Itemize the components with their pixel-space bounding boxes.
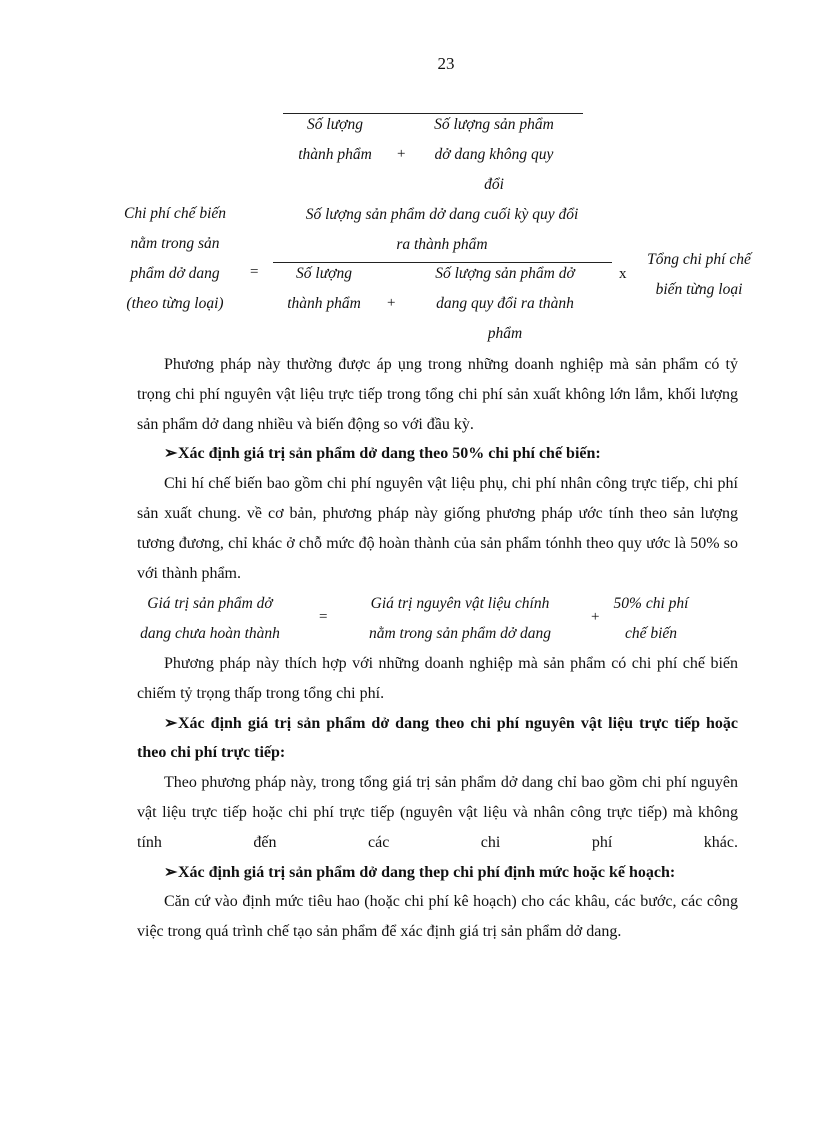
f2-plus-sign: + (591, 609, 600, 625)
paragraph: Phương pháp này thích hợp với những doanh nghiệp mà sản phẩm có chi phí chế biến chiếm tỷ trọng thấp trong tổng chi phí. (137, 655, 738, 702)
num-finished-qty: Số lượng thành phẩm (298, 116, 372, 163)
paragraph: Phương pháp này thường được áp ụng trong những doanh nghiệp mà sản phẩm có tỷ trọng chi phí nguyên vật liệu trực tiếp trong tổng chi phí sản xuất không lớn lắm, khối lượng sản phẩm dở dang nhiều và biến động so với đầu kỳ. (137, 356, 738, 433)
den-plus-sign: + (387, 295, 396, 311)
times-sign: x (619, 266, 627, 282)
body-section-1 (137, 350, 738, 588)
f2-half-processing-cost: 50% chi phí chế biến (613, 595, 689, 642)
paragraph: Chi hí chế biến bao gồm chi phí nguyên vật liệu phụ, chi phí nhân công trực tiếp, chi phí sản xuất chung. về cơ bản, phương pháp này giống phương pháp ước tính theo sản lượng tương đương, chỉ khác ở chỗ mức độ hoàn thành của sản phẩm tónhh theo quy ước là 50% so với thành phẩm. (137, 475, 738, 582)
f2-lhs-wip-value: Giá trị sản phẩm dở dang chưa hoàn thành (140, 595, 280, 642)
arrow-bullet-icon: ➢ (164, 714, 178, 732)
den-wip-converted: Số lượng sản phẩm dở dang quy đổi ra thành phẩm (435, 265, 575, 342)
arrow-bullet-icon: ➢ (164, 445, 178, 463)
mid-wip-converted: Số lượng sản phẩm dở dang cuối kỳ quy đổi ra thành phẩm (305, 206, 579, 253)
f2-equals-sign: = (319, 609, 328, 625)
paragraph: Theo phương pháp này, trong tổng giá trị sản phẩm dở dang chỉ bao gồm chi phí nguyên vật liệu trực tiếp hoặc chi phí trực tiếp (nguyên vật liệu và nhân công trực tiếp) mà không tính đến các chi phí khác. (137, 774, 738, 851)
equals-sign: = (250, 264, 259, 280)
page-number: 23 (437, 54, 455, 73)
section-heading: ➢Xác định giá trị sản phẩm dở dang thep chi phí định mức hoặc kế hoạch: (137, 858, 738, 888)
den-finished-qty: Số lượng thành phẩm (287, 265, 361, 312)
rhs-total-processing-cost: Tổng chi phí chế biến từng loại (647, 251, 751, 298)
body-section-2 (137, 649, 738, 947)
f2-main-material-value: Giá trị nguyên vật liệu chính nằm trong sản phẩm dở dang (368, 595, 552, 642)
num-wip-unconverted: Số lượng sản phẩm dở dang không quy đổi (434, 116, 554, 193)
paragraph: Căn cứ vào định mức tiêu hao (hoặc chi phí kê hoạch) cho các khâu, các bước, các công việc trong quá trình chế tạo sản phẩm để xác định giá trị sản phẩm dở dang. (137, 893, 738, 941)
section-heading: ➢Xác định giá trị sản phẩm dở dang theo chi phí nguyên vật liệu trực tiếp hoặc theo chi phí trực tiếp: (137, 709, 738, 769)
lhs-processing-cost-wip: Chi phí chế biến nằm trong sản phẩm dở dang (theo từng loại) (123, 205, 227, 312)
num-plus-sign: + (397, 146, 406, 162)
section-heading: ➢Xác định giá trị sản phẩm dở dang theo 50% chi phí chế biến: (137, 439, 738, 469)
arrow-bullet-icon: ➢ (164, 863, 178, 881)
